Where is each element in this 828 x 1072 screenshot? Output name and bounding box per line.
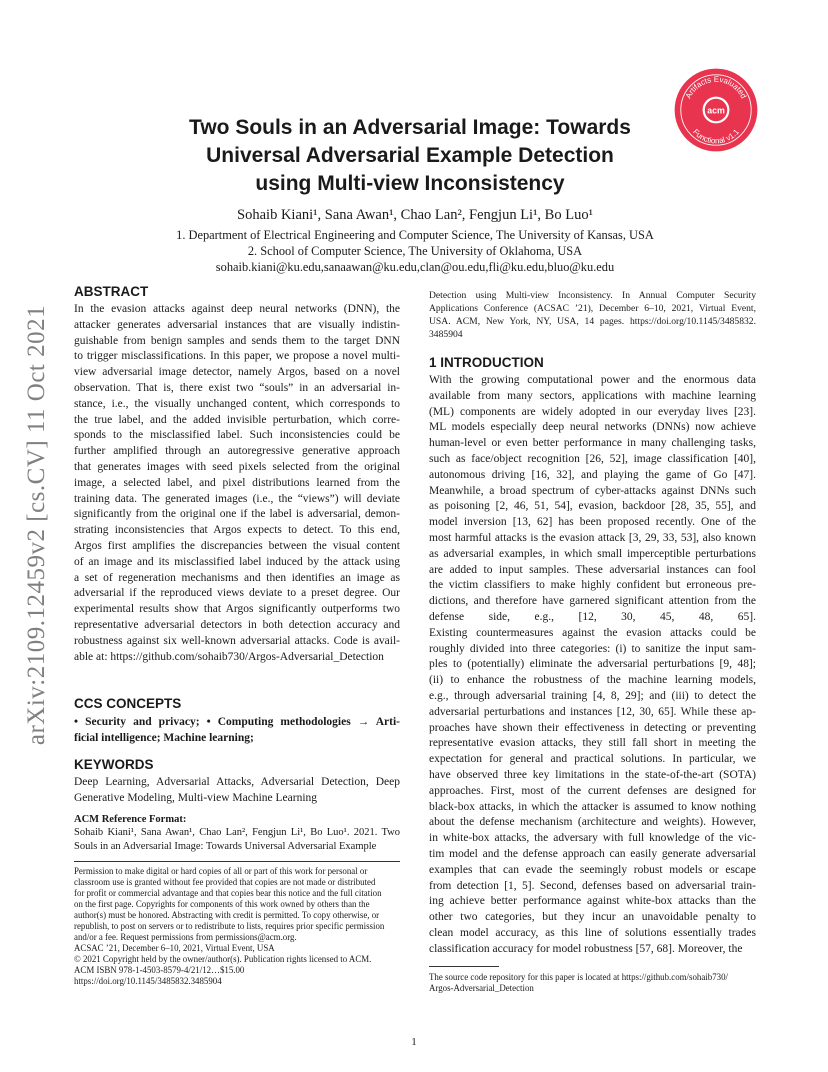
introduction-line: as poisoning [2, 46, 51, 54], evasion, backdoor [28, 35, 55], and xyxy=(429,500,756,513)
introduction-line: black-box attacks, in which the attacker is assumed to know nothing xyxy=(429,800,756,813)
badge-top-text: Artifacts Evaluated xyxy=(683,74,749,101)
keyword-line: Generative Modeling, Multi-view Machine Learning xyxy=(74,791,318,804)
introduction-line: (ii) to enhance the robustness of the machine learning models, xyxy=(429,674,756,687)
badge-logo-text: acm xyxy=(707,105,725,116)
acm-reference-line: Souls in an Adversarial Image: Towards Universal Adversarial Example xyxy=(74,840,377,852)
page-number: 1 xyxy=(411,1036,417,1048)
footnote-line: Argos-Adversarial_Detection xyxy=(429,983,534,994)
introduction-line: expectation for general and practical solutions. In particular, we xyxy=(429,753,756,766)
acm-reference-text xyxy=(74,826,400,854)
permission-notice xyxy=(74,866,400,987)
footnote-text xyxy=(429,972,756,994)
abstract-line: strating inconsistencies that Argos expects to detect. To this end, xyxy=(74,524,400,537)
abstract-line: significantly from the original one if the label is adversarial, demon- xyxy=(74,508,400,521)
reference-line: 3485904 xyxy=(429,329,463,340)
introduction-line: about the defense mechanism (architecture and weights). However, xyxy=(429,816,756,829)
acm-reference-continued xyxy=(429,289,756,341)
introduction-line: are added to input samples. These adversarial instances can fool xyxy=(429,563,756,576)
introduction-line: have observed three key limitations in the state-of-the-art (SOTA) xyxy=(429,768,756,781)
introduction-text xyxy=(429,373,756,957)
title-line: Universal Adversarial Example Detection xyxy=(206,144,614,167)
abstract-line: to trigger misclassifications. In this paper, we propose a novel multi- xyxy=(74,350,400,363)
abstract-line: the true label, and the added invisible perturbation, which corre- xyxy=(74,413,400,426)
abstract-line: adversarial if the reproduced views deviate to a preset degree. Our xyxy=(74,587,400,600)
keyword-line: Deep Learning, Adversarial Attacks, Adversarial Detection, Deep xyxy=(74,775,400,788)
acm-reference-line: Sohaib Kiani¹, Sana Awan¹, Chao Lan², Fengjun Li¹, Bo Luo¹. 2021. Two xyxy=(74,826,400,838)
introduction-line: examples that can evade the seemingly robust models or escape xyxy=(429,863,756,876)
abstract-text xyxy=(74,302,400,665)
introduction-line: from detection [1, 5]. Second, defenses based on adversarial train- xyxy=(429,879,756,892)
abstract-line: In the evasion attacks against deep neural networks (DNN), the xyxy=(74,303,400,315)
permission-line: and/or a fee. Request permissions from permissions@acm.org. xyxy=(74,931,297,942)
ccs-line: ficial intelligence; Machine learning; xyxy=(74,732,254,745)
introduction-line: clean model accuracy, as this line of solutions essentially trades xyxy=(429,926,756,939)
permission-line: classroom use is granted without fee provided that copies are not made or distributed xyxy=(74,876,376,887)
abstract-line: further amplified through an autoregressive generative approach xyxy=(74,445,400,458)
abstract-line: that generates images with seed pixels selected from the original xyxy=(74,460,400,473)
author-emails: sohaib.kiani@ku.edu,sanaawan@ku.edu,clan@ou.edu,fli@ku.edu,bluo@ku.edu xyxy=(215,260,615,274)
introduction-line: tim model and the defense approach can easily generate adversarial xyxy=(429,847,756,860)
introduction-line: autonomous driving [16, 32], and playing the game of Go [47]. xyxy=(429,468,756,481)
introduction-line: as adversarial examples, in which small imperceptible perturbations xyxy=(429,547,756,560)
introduction-line: other two categories, but they incur an unavoidable penalty to xyxy=(429,911,756,924)
footnote-line: The source code repository for this paper is located at https://github.com/sohaib730/ xyxy=(429,972,728,983)
acm-reference-heading: ACM Reference Format: xyxy=(74,813,187,825)
reference-line: USA. ACM, New York, NY, USA, 14 pages. https://doi.org/10.1145/3485832. xyxy=(429,316,756,327)
permission-line: ACSAC ’21, December 6–10, 2021, Virtual Event, USA xyxy=(74,942,275,953)
reference-line: Detection using Multi-view Inconsistency. In Annual Computer Security xyxy=(429,290,756,301)
abstract-line: attacker generates adversarial instances that are visually indistin- xyxy=(74,318,400,331)
permission-line: on the first page. Copyrights for components of this work owned by others than the xyxy=(74,898,370,909)
introduction-line: approaches. First, most of the current defenses are designed for xyxy=(429,784,756,797)
permission-divider xyxy=(74,861,400,862)
permission-line: © 2021 Copyright held by the owner/author(s). Publication rights licensed to ACM. xyxy=(74,953,372,964)
abstract-line: robustness against six well-known adversarial attacks. Code is avail- xyxy=(74,634,400,647)
permission-line: author(s) must be honored. Abstracting with credit is permitted. To copy otherwise, or xyxy=(74,909,380,920)
introduction-line: classification accuracy for model robustness [57, 68]. Moreover, the xyxy=(429,942,743,955)
paper-title xyxy=(120,114,700,198)
affiliation-1: 1. Department of Electrical Engineering and Computer Science, The University of Kansas, USA xyxy=(176,228,654,242)
introduction-line: representative evasion attacks, they still fall short in meeting the xyxy=(429,737,756,750)
arxiv-identifier: arXiv:2109.12459v2 [cs.CV] 11 Oct 2021 xyxy=(23,304,50,746)
affiliation-2: 2. School of Computer Science, The University of Oklahoma, USA xyxy=(247,244,583,258)
abstract-line: experimental results show that Argos significantly outperforms two xyxy=(74,603,400,616)
abstract-line: training data. The generated images (i.e., the “views”) will deviate xyxy=(74,492,400,505)
introduction-line: human-level or even better performance in many challenging tasks, xyxy=(429,437,756,450)
introduction-line: dictions, and therefore have garnered significant attention from the xyxy=(429,595,756,608)
permission-line: https://doi.org/10.1145/3485832.3485904 xyxy=(74,975,222,986)
badge-bottom-text: Functional v1.1 xyxy=(691,127,741,146)
abstract-line: able at: https://github.com/sohaib730/Argos-Adversarial_Detection xyxy=(74,650,384,663)
introduction-line: in white-box attacks, the adversary with full knowledge of the vic- xyxy=(429,832,756,845)
abstract-line: observation. That is, there exist two “souls” in an adversarial in- xyxy=(74,381,400,394)
abstract-heading: ABSTRACT xyxy=(74,284,149,299)
introduction-line: proaches have shown their effectiveness in detecting or preventing xyxy=(429,721,756,734)
ccs-concepts xyxy=(74,715,400,747)
introduction-line: most harmful attacks is the evasion attack [3, 29, 33, 53], also known xyxy=(429,531,756,544)
permission-line: for profit or commercial advantage and that copies bear this notice and the full citation xyxy=(74,887,382,898)
abstract-line: stance, i.e., the visually unchanged content, which corresponds to xyxy=(74,397,400,410)
introduction-line: Meanwhile, a broad spectrum of cyber-attacks against DNNs such xyxy=(429,484,756,497)
abstract-line: a set of regeneration mechanisms and then identifies an image as xyxy=(74,571,400,584)
author-list: Sohaib Kiani¹, Sana Awan¹, Chao Lan², Fengjun Li¹, Bo Luo¹ xyxy=(237,207,593,223)
title-line: Two Souls in an Adversarial Image: Towards xyxy=(189,116,631,139)
keywords-heading: KEYWORDS xyxy=(74,756,154,772)
introduction-line: e.g., through adversarial training [4, 8, 29]; and (iii) to detect the xyxy=(429,689,756,702)
permission-line: ACM ISBN 978-1-4503-8579-4/21/12…$15.00 xyxy=(74,964,245,975)
introduction-heading: 1 INTRODUCTION xyxy=(429,355,544,370)
title-line: using Multi-view Inconsistency xyxy=(255,172,565,195)
abstract-line: view adversarial image detector, namely Argos, based on a novel xyxy=(74,366,400,379)
abstract-line: sponds to the misclassified label. Such inconsistencies could be xyxy=(74,429,400,442)
introduction-line: (ML) components are widely adopted in our everyday lives [23]. xyxy=(429,405,756,418)
permission-line: republish, to post on servers or to redistribute to lists, requires prior specific permission xyxy=(74,920,385,931)
introduction-line: adversarial perturbations and instances [12, 30, 65]. While these ap- xyxy=(429,705,756,718)
introduction-line: such as face/object recognition [26, 52], image classification [40], xyxy=(429,452,756,465)
introduction-line: the victim classifiers to make highly confident but erroneous pre- xyxy=(429,579,756,592)
introduction-line: ML models especially deep neural networks (DNNs) now achieve xyxy=(429,421,756,434)
introduction-line: ples to (potentially) eliminate the adversarial perturbations [9, 48]; xyxy=(429,658,756,671)
abstract-line: image, a selected label, and pixel distributions learned from the xyxy=(74,476,400,489)
reference-line: Applications Conference (ACSAC ’21), December 6–10, 2021, Virtual Event, xyxy=(429,303,756,314)
abstract-line: Argos first amplifies the discrepancies between the visual content xyxy=(74,539,400,552)
introduction-line: Existing countermeasures against the evasion attacks could be xyxy=(429,626,756,639)
introduction-line: roughly divided into three categories: (i) to sanitize the input sam- xyxy=(429,642,756,655)
abstract-line: guishable from benign samples and sends them to the target DNN xyxy=(74,334,400,347)
abstract-line: of an image and its misclassified label induced by the attack using xyxy=(74,555,400,568)
introduction-line: defense side, e.g., [12, 30, 45, 48, 65]. xyxy=(429,610,756,623)
permission-line: Permission to make digital or hard copies of all or part of this work for personal or xyxy=(74,865,368,876)
ccs-heading: CCS CONCEPTS xyxy=(74,696,182,712)
introduction-line: model inversion [13, 62] has been proposed recently. One of the xyxy=(429,516,756,529)
introduction-line: With the growing computational power and the enormous data xyxy=(429,374,756,386)
ccs-line: • Security and privacy; • Computing methodologies → Arti- xyxy=(74,716,400,729)
keywords-text xyxy=(74,775,400,807)
footnote-divider xyxy=(429,966,499,967)
introduction-line: ing achieve better performance against white-box attacks than the xyxy=(429,895,756,908)
introduction-line: available from many sectors, applications with machine learning xyxy=(429,389,756,402)
abstract-line: representative adversarial detectors in both detection accuracy and xyxy=(74,618,400,631)
